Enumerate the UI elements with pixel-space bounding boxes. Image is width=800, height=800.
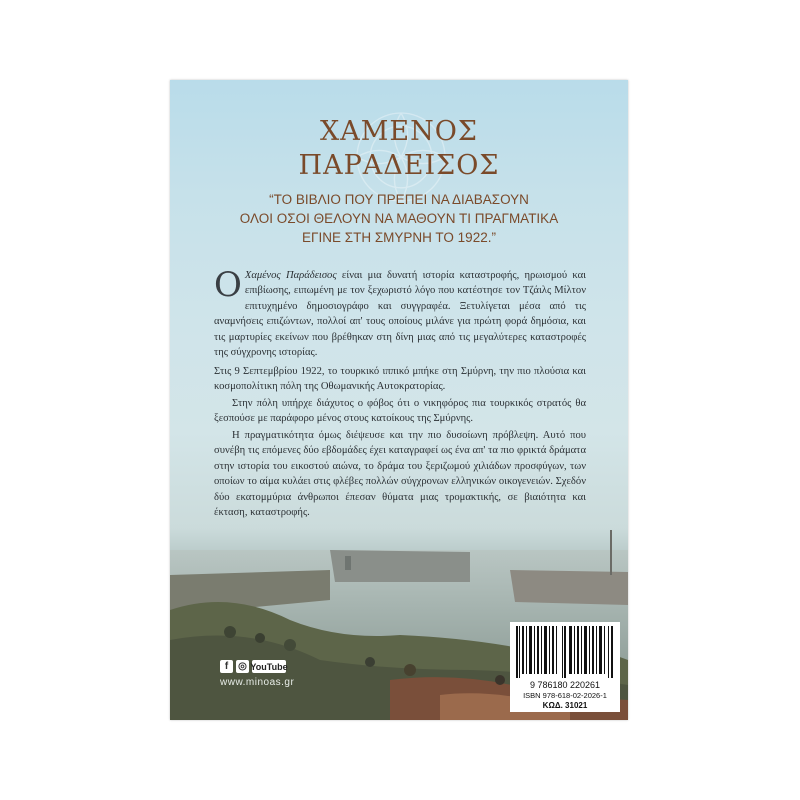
book-back-cover bbox=[170, 80, 628, 720]
instagram-icon[interactable]: ◎ bbox=[236, 660, 249, 673]
quote-line-2: ΟΛΟΙ ΟΣΟΙ ΘΕΛΟΥΝ ΝΑ ΜΑΘΟΥΝ ΤΙ ΠΡΑΓΜΑΤΙΚΑ bbox=[239, 211, 559, 226]
quote-line-1: “ΤΟ ΒΙΒΛΙΟ ΠΟΥ ΠΡΕΠΕΙ ΝΑ ΔΙΑΒΑΣΟΥΝ bbox=[269, 192, 529, 207]
product-code: ΚΩΔ. 31021 bbox=[542, 701, 588, 710]
blurb-paragraph-2: Στις 9 Σεπτεμβρίου 1922, το τουρκικό ιππικό μπήκε στη Σμύρνη, την πιο πλούσια και κοσμοπολίτικη πόλη της Οθωμανικής Αυτοκρατορίας. bbox=[214, 366, 586, 393]
publisher-website: www.minoas.gr bbox=[220, 677, 295, 688]
drop-cap: O bbox=[214, 265, 242, 305]
blurb-paragraph-3: Στην πόλη υπήρχε διάχυτος ο φόβος ότι ο νικηφόρος πια τουρκικός στρατός θα ξεσπούσε με παράφορο μένος στους κατοίκους της Σμύρνης. bbox=[214, 398, 586, 425]
blurb-paragraph-1 bbox=[214, 265, 586, 360]
blurb-paragraph-4: Η πραγματικότητα όμως διέψευσε και την πιο δυσοίωνη πρόβλεψη. Αυτό που συνέβη τις επόμενες δύο εβδομάδες έχει καταγραφεί ως ένα απ' τα πιο φρικτά δράματα στην ιστορία του εικοστού αιώνα, το δράμα του ξεριζωμού χιλιάδων προσφύγων, των οποίων το αίμα κυλάει στις φλέβες πολλών σύγχρονων ελληνικών οικογενειών. Σχεδόν δύο εκατομμύρια άνθρωποι έπεσαν θύματα μιας τρομακτικής, σε βιαιότητα και έκταση, καταστροφής. bbox=[214, 430, 586, 519]
isbn-text: ISBN 978-618-02-2026-1 bbox=[523, 691, 607, 700]
social-icons bbox=[220, 660, 286, 673]
quote-line-3: ΕΓΙΝΕ ΣΤΗ ΣΜΥΡΝΗ ΤΟ 1922.” bbox=[302, 230, 496, 245]
book-title-italic: Χαμένος Παράδεισος bbox=[244, 270, 337, 281]
youtube-icon[interactable]: YouTube bbox=[250, 661, 288, 672]
barcode-icon bbox=[516, 626, 614, 678]
barcode-label bbox=[510, 622, 620, 712]
book-title-line-2: ΠΑΡΑΔΕΙΣΟΣ bbox=[298, 150, 500, 181]
facebook-icon[interactable]: f bbox=[220, 660, 233, 673]
book-title-line-1: ΧΑΜΕΝΟΣ bbox=[320, 116, 478, 147]
blurb-paragraph-1-text: είναι μια δυνατή ιστορία καταστροφής, ηρωισμού και επιβίωσης, ειπωμένη με τον ξεχωριστό λόγο που κατέστησε τον Τζάιλς Μίλτον επιτυχημένο δημοσιογράφο και συγγραφέα. Ξετυλίγεται μέσα από τις αναμνήσεις επιζώντων, πολλοί απ' τους οποίους μιλάνε για πρώτη φορά δημόσια, και τις μαρτυρίες εκείνων που βρέθηκαν στη δίνη μιας από τις μεγαλύτερες καταστροφές της σύγχρονης ιστορίας. bbox=[214, 270, 586, 359]
barcode-number: 9 786180 220261 bbox=[529, 680, 601, 690]
